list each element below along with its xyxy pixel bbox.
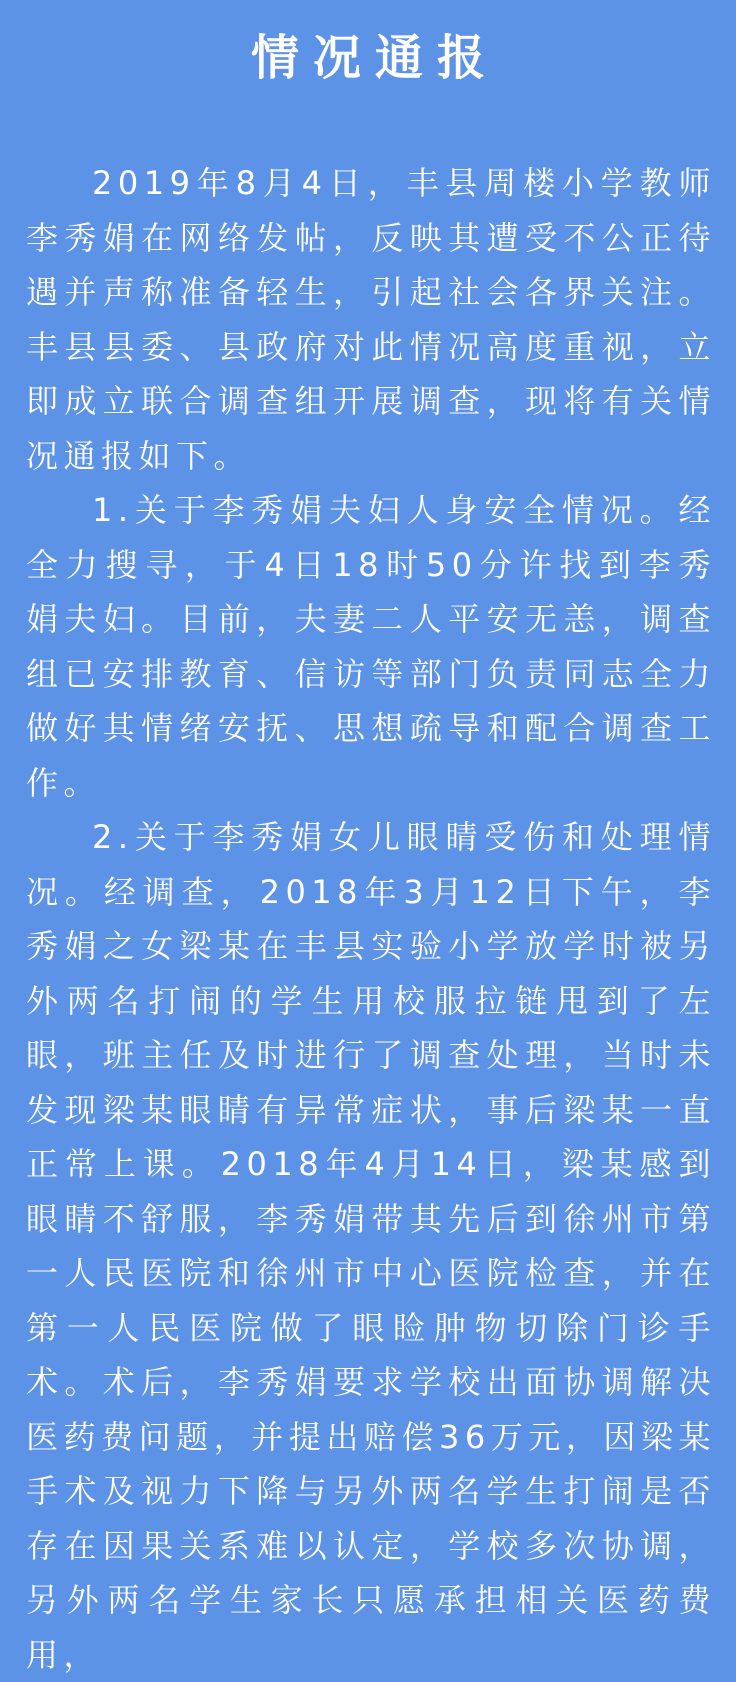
paragraph-intro: 2019年8月4日，丰县周楼小学教师李秀娟在网络发帖，反映其遭受不公正待遇并声称准备轻生，引起社会各界关注。丰县县委、县政府对此情况高度重视，立即成立联合调查组开展调查，现将有关情况通报如下。 xyxy=(26,164,716,475)
notice-title: 情况通报 xyxy=(250,30,499,86)
notice-body xyxy=(26,156,716,1682)
paragraph-daughter-injury: 2.关于李秀娟女儿眼睛受伤和处理情况。经调查，2018年3月12日下午，李秀娟之女梁某在丰县实验小学放学时被另外两名打闹的学生用校服拉链甩到了左眼，班主任及时进行了调查处理，当时未发现梁某眼睛有异常症状，事后梁某一直正常上课。2018年4月14日，梁某感到眼睛不舒服，李秀娟带其先后到徐州市第一人民医院和徐州市中心医院检查，并在第一人民医院做了眼睑肿物切除门诊手术。术后，李秀娟要求学校出面协调解决医药费问题，并提出赔偿36万元，因梁某手术及视力下降与另外两名学生打闹是否存在因果关系难以认定，学校多次协调，另外两名学生家长只愿承担相关医药费用， xyxy=(26,818,716,1674)
paragraph-safety: 1.关于李秀娟夫妇人身安全情况。经全力搜寻，于4日18时50分许找到李秀娟夫妇。目前，夫妻二人平安无恙，调查组已安排教育、信访等部门负责同志全力做好其情绪安抚、思想疏导和配合调查工作。 xyxy=(26,491,716,802)
